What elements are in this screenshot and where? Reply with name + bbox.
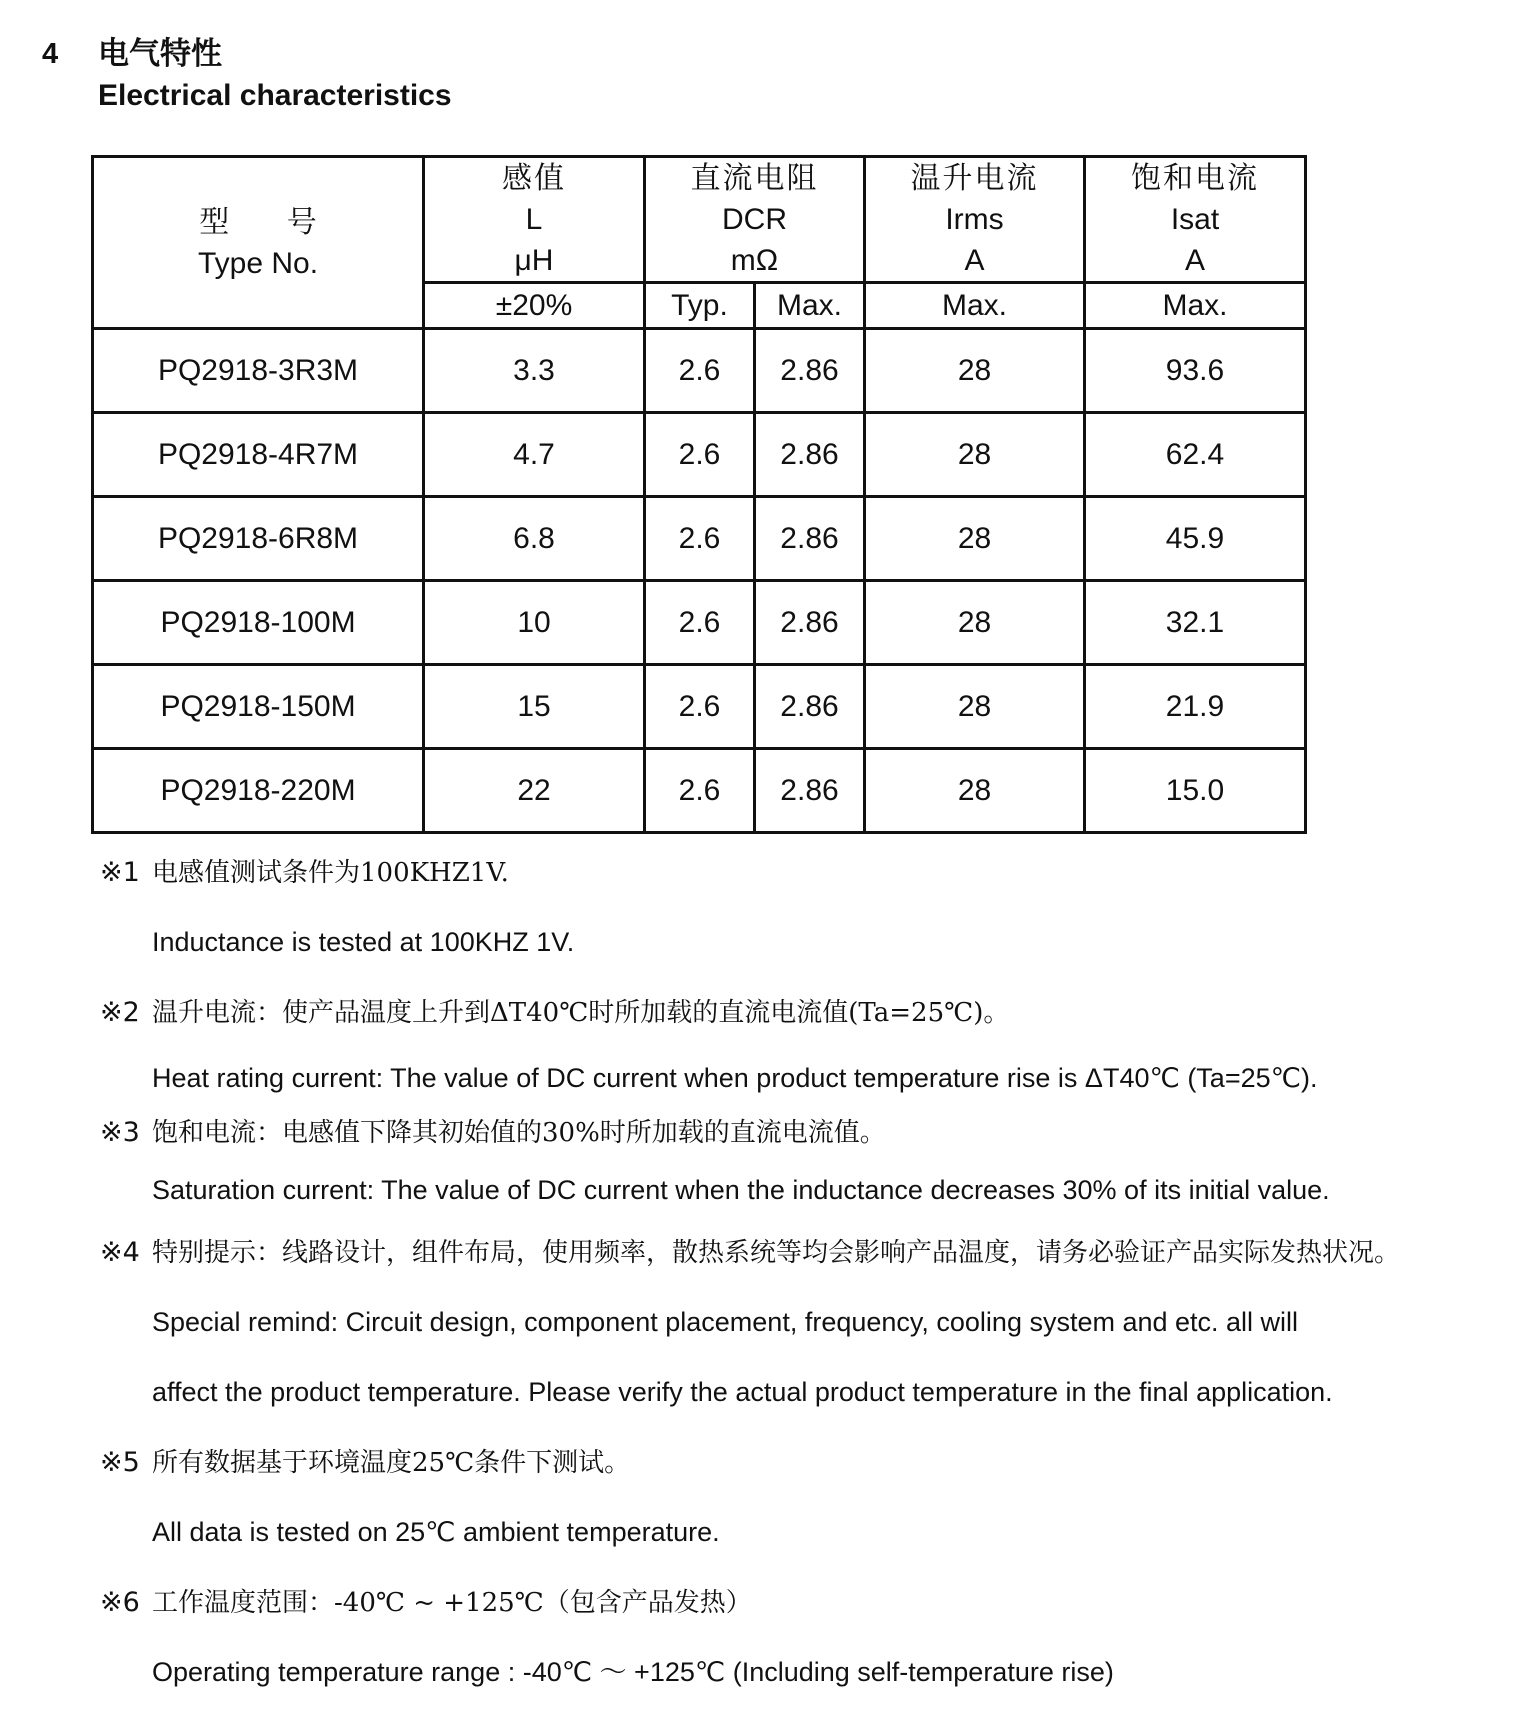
cell-inductance: 22	[424, 749, 645, 833]
note-4-en-line2: affect the product temperature. Please verify the actual product temperature in the final application.	[152, 1377, 1333, 1407]
cell-dcr-typ: 2.6	[645, 749, 755, 833]
note-5-cn	[100, 1442, 630, 1483]
cell-irms: 28	[865, 413, 1085, 497]
note-4-en-line1: Special remind: Circuit design, component placement, frequency, cooling system and etc. all will	[152, 1307, 1299, 1337]
note-text-cn: 工作温度范围：-40℃ ~ +125℃（包含产品发热）	[152, 1588, 752, 1618]
header-irms-symbol: Irms	[945, 203, 1004, 236]
cell-inductance: 4.7	[424, 413, 645, 497]
header-isat	[1085, 157, 1306, 283]
header-type-cn: 型 号	[199, 204, 341, 240]
cell-irms: 28	[865, 749, 1085, 833]
header-dcr-typ: Typ.	[645, 283, 755, 329]
cell-irms: 28	[865, 581, 1085, 665]
header-isat-cn: 饱和电流	[1131, 161, 1259, 196]
cell-dcr-typ: 2.6	[645, 413, 755, 497]
note-1-cn	[100, 852, 509, 893]
cell-inductance: 6.8	[424, 497, 645, 581]
header-inductance	[424, 157, 645, 283]
cell-inductance: 15	[424, 665, 645, 749]
note-text-cn: 温升电流：使产品温度上升到ΔT40℃时所加载的直流电流值(Ta=25℃)。	[152, 998, 1010, 1028]
cell-dcr-max: 2.86	[755, 413, 865, 497]
note-3-en: Saturation current: The value of DC current when the inductance decreases 30% of its initial value.	[152, 1175, 1330, 1205]
note-4-cn	[100, 1232, 1400, 1273]
header-isat-unit: A	[1184, 244, 1205, 277]
note-1-en: Inductance is tested at 100KHZ 1V.	[152, 927, 575, 957]
note-6-en: Operating temperature range : -40℃ ～ +125℃ (Including self-temperature rise)	[152, 1657, 1114, 1687]
header-inductance-cn: 感值	[502, 161, 566, 196]
header-dcr-unit: mΩ	[730, 244, 779, 277]
section-title-cn: 电气特性	[98, 36, 222, 72]
note-mark: ※2	[100, 997, 140, 1028]
header-irms-unit: A	[964, 244, 985, 277]
cell-dcr-max: 2.86	[755, 329, 865, 413]
note-mark: ※1	[100, 857, 140, 888]
note-5-en: All data is tested on 25℃ ambient temperature.	[152, 1517, 720, 1547]
section-title-en: Electrical characteristics	[98, 79, 452, 112]
note-text-cn: 所有数据基于环境温度25℃条件下测试。	[152, 1448, 631, 1478]
header-irms-cn: 温升电流	[910, 161, 1039, 196]
cell-irms: 28	[865, 497, 1085, 581]
note-text-cn: 特别提示：线路设计，组件布局，使用频率，散热系统等均会影响产品温度，请务必验证产品实际发热状况。	[152, 1238, 1401, 1268]
note-2-en: Heat rating current: The value of DC current when product temperature rise is ΔT40℃ (Ta=25℃).	[152, 1063, 1318, 1093]
table-row	[93, 329, 1306, 413]
table-row	[93, 665, 1306, 749]
header-dcr-max: Max.	[755, 283, 865, 329]
cell-isat: 32.1	[1085, 581, 1306, 665]
cell-dcr-max: 2.86	[755, 581, 865, 665]
cell-type: PQ2918-6R8M	[93, 497, 424, 581]
note-3-cn	[100, 1112, 886, 1153]
cell-dcr-typ: 2.6	[645, 497, 755, 581]
header-dcr-cn: 直流电阻	[690, 161, 819, 196]
cell-dcr-max: 2.86	[755, 749, 865, 833]
cell-isat: 93.6	[1085, 329, 1306, 413]
electrical-characteristics-table	[91, 155, 1307, 834]
table-row	[93, 749, 1306, 833]
note-text-cn: 电感值测试条件为100KHZ1V.	[152, 858, 509, 888]
note-2-cn	[100, 992, 1009, 1033]
note-text-cn: 饱和电流：电感值下降其初始值的30%时所加载的直流电流值。	[152, 1118, 886, 1148]
note-mark: ※6	[100, 1587, 140, 1618]
table-row	[93, 581, 1306, 665]
header-inductance-symbol: L	[525, 203, 543, 236]
cell-dcr-typ: 2.6	[645, 581, 755, 665]
header-isat-max: Max.	[1085, 283, 1306, 329]
note-mark: ※5	[100, 1447, 140, 1478]
header-dcr-symbol: DCR	[722, 203, 787, 236]
cell-dcr-max: 2.86	[755, 665, 865, 749]
cell-dcr-typ: 2.6	[645, 665, 755, 749]
header-irms	[865, 157, 1085, 283]
cell-isat: 15.0	[1085, 749, 1306, 833]
note-mark: ※4	[100, 1237, 140, 1268]
cell-dcr-typ: 2.6	[645, 329, 755, 413]
cell-isat: 62.4	[1085, 413, 1306, 497]
section-number: 4	[42, 38, 59, 70]
cell-type: PQ2918-100M	[93, 581, 424, 665]
cell-inductance: 3.3	[424, 329, 645, 413]
header-type-en: Type No.	[197, 246, 319, 280]
note-6-cn	[100, 1582, 752, 1623]
header-dcr	[645, 157, 865, 283]
table-row	[93, 413, 1306, 497]
header-irms-max: Max.	[865, 283, 1085, 329]
header-inductance-unit: μH	[514, 244, 554, 277]
cell-dcr-max: 2.86	[755, 497, 865, 581]
table-header-row	[93, 157, 1306, 283]
header-inductance-tolerance: ±20%	[424, 283, 645, 329]
cell-type: PQ2918-220M	[93, 749, 424, 833]
note-mark: ※3	[100, 1117, 140, 1148]
cell-type: PQ2918-150M	[93, 665, 424, 749]
cell-irms: 28	[865, 665, 1085, 749]
cell-irms: 28	[865, 329, 1085, 413]
table-row	[93, 497, 1306, 581]
header-isat-symbol: Isat	[1170, 203, 1220, 236]
cell-inductance: 10	[424, 581, 645, 665]
header-type-no	[93, 157, 424, 329]
cell-isat: 45.9	[1085, 497, 1306, 581]
cell-type: PQ2918-4R7M	[93, 413, 424, 497]
cell-isat: 21.9	[1085, 665, 1306, 749]
cell-type: PQ2918-3R3M	[93, 329, 424, 413]
